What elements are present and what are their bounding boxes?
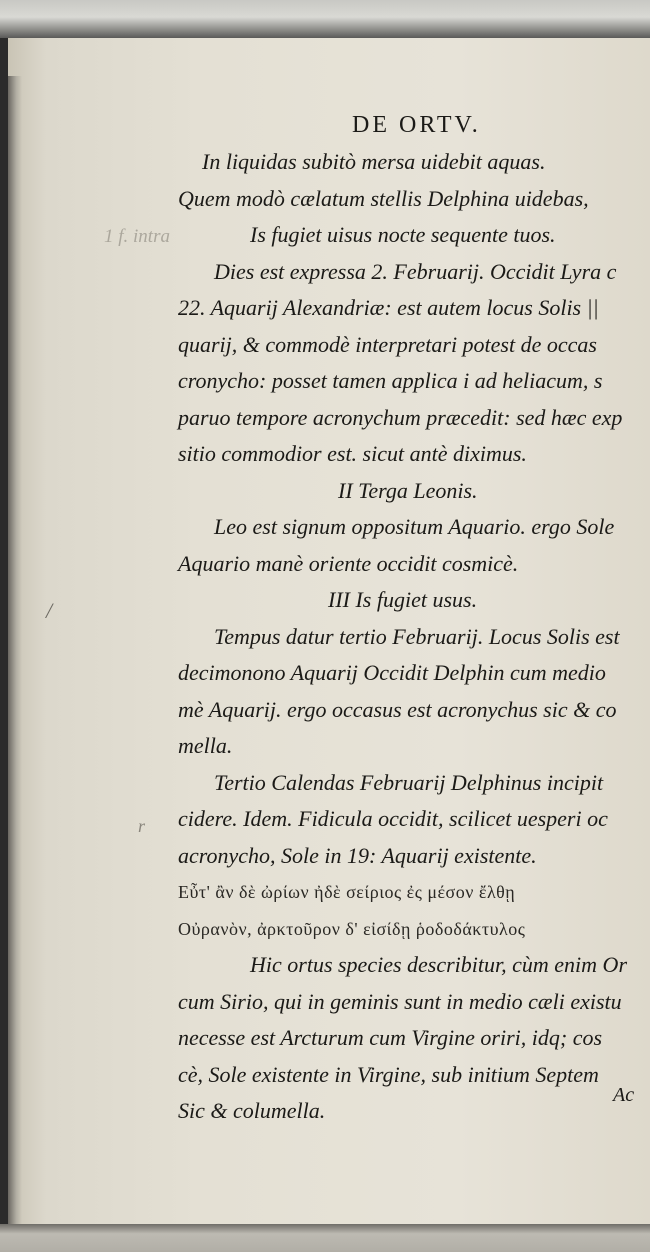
stray-ink-mark-2: r [138, 816, 146, 836]
section-heading: III Is fugiet usus. [328, 587, 478, 612]
text-line: In liquidas subitò mersa uidebit aquas. [202, 149, 546, 174]
greek-line: Εὖτ' ἂν δὲ ὠρίων ἠδὲ σείριος ἐς μέσον ἔλθῃ [178, 882, 516, 902]
text-line: Dies est expressa 2. Februarij. Occidit Lyra c [214, 258, 617, 284]
text-line: Quem modò cælatum stellis Delphina uidebas, [178, 185, 589, 211]
text-line: cidere. Idem. Fidicula occidit, scilicet uesperi oc [178, 806, 608, 831]
section-heading: II Terga Leonis. [338, 477, 478, 503]
text-line: Aquario manè oriente occidit cosmicè. [178, 550, 519, 576]
bottom-page-edge [0, 1224, 650, 1252]
text-line: Leo est signum oppositum Aquario. ergo Sole [214, 514, 615, 539]
text-line: Tertio Calendas Februarij Delphinus incipit [214, 769, 604, 795]
text-line: 22. Aquarij Alexandriæ: est autem locus Solis || [178, 295, 599, 320]
running-header: DE ORTV. [352, 112, 481, 138]
text-line: cronycho: posset tamen applica i ad heliacum, s [178, 368, 603, 393]
text-line: cè, Sole existente in Virgine, sub initium Septem [178, 1061, 599, 1087]
text-line: cum Sirio, qui in geminis sunt in medio cæli existu [178, 988, 622, 1014]
text-line: Tempus datur tertio Februarij. Locus Solis est [214, 623, 620, 649]
text-line: Hic ortus species describitur, cùm enim Or [250, 952, 628, 977]
gutter-shadow [8, 76, 22, 1224]
text-line: mella. [178, 733, 233, 758]
text-line: acronycho, Sole in 19: Aquarij existente. [178, 842, 537, 868]
text-line: quarij, & commodè interpretari potest de occas [178, 331, 597, 357]
text-line: sitio commodior est. sicut antè diximus. [178, 441, 527, 466]
text-line: necesse est Arcturum cum Virgine oriri, idq; cos [178, 1025, 603, 1050]
greek-line: Οὐρανὸν, ἀρκτοῦρον δ' εἰσίδῃ ῥοδοδάκτυλος [178, 918, 526, 939]
margin-annotation: 1 f. intra [104, 226, 170, 247]
text-line: paruo tempore acronychum præcedit: sed hæc exp [178, 404, 623, 430]
text-line: decimonono Aquarij Occidit Delphin cum medio [178, 660, 606, 685]
catchword: Ac [613, 1084, 635, 1106]
text-line: Sic & columella. [178, 1098, 326, 1123]
text-line: mè Aquarij. ergo occasus est acronychus sic & co [178, 696, 617, 722]
stray-ink-mark: / [46, 598, 53, 623]
top-page-edge [0, 0, 650, 38]
body-text [178, 144, 650, 1130]
text-line: Is fugiet uisus nocte sequente tuos. [250, 222, 556, 247]
